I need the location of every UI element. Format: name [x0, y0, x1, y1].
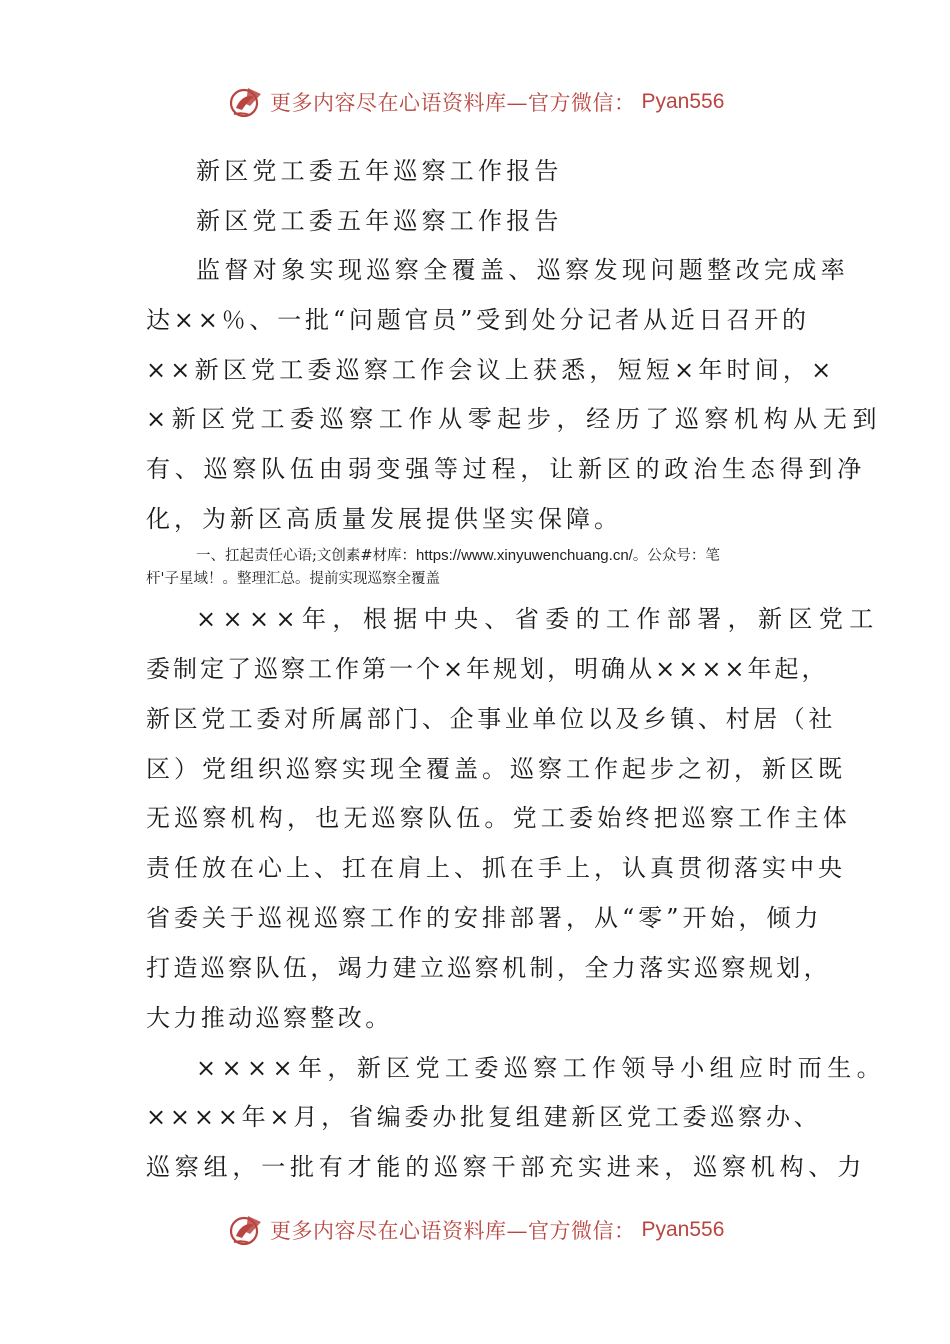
- note-prefix: 一、扛起责任心语;文创素#材库：: [196, 548, 417, 564]
- paragraph-line: ×新区党工委巡察工作从零起步，经历了巡察机构从无到: [146, 405, 883, 433]
- paragraph-line: 有、巡察队伍由弱变强等过程，让新区的政治生态得到净: [146, 455, 866, 483]
- paragraph-line: 区）党组织巡察实现全覆盖。巡察工作起步之初，新区既: [146, 755, 846, 783]
- paragraph-line: 省委关于巡视巡察工作的安排部署，从“零”开始，倾力: [146, 904, 823, 932]
- paragraph-line: ××××年，根据中央、省委的工作部署，新区党工: [196, 605, 880, 633]
- pen-logo-icon: [228, 84, 264, 120]
- watermark-text: 更多内容尽在心语资料库—官方微信：: [270, 1219, 636, 1243]
- watermark-banner-top: [228, 82, 748, 122]
- document-title-repeat: 新区党工委五年巡察工作报告: [196, 207, 563, 235]
- paragraph-line: 大力推动巡察整改。: [146, 1004, 393, 1032]
- document-title: 新区党工委五年巡察工作报告: [196, 157, 563, 185]
- pen-logo-icon: [228, 1212, 264, 1248]
- paragraph-line: 达××％、一批“问题官员”受到处分记者从近日召开的: [146, 306, 810, 334]
- paragraph-line: 化，为新区高质量发展提供坚实保障。: [146, 505, 622, 533]
- note-url: https://www.xinyuwenchuang.cn/: [416, 547, 633, 564]
- paragraph-line: ××新区党工委巡察工作会议上获悉，短短×年时间，×: [146, 356, 836, 384]
- paragraph-line: 巡察组，一批有才能的巡察干部充实进来，巡察机构、力: [146, 1153, 866, 1181]
- paragraph-line: 新区党工委对所属部门、企事业单位以及乡镇、村居（社: [146, 705, 836, 733]
- watermark-wechat-id: Pyan556: [641, 1218, 725, 1241]
- watermark-wechat-id: Pyan556: [641, 90, 725, 113]
- inserted-note-line: [196, 546, 720, 566]
- paragraph-line: 责任放在心上、扛在肩上、抓在手上，认真贯彻落实中央: [146, 854, 846, 882]
- paragraph-line: 委制定了巡察工作第一个×年规划，明确从××××年起，: [146, 655, 829, 683]
- watermark-banner-bottom: [228, 1210, 748, 1250]
- paragraph-line: 无巡察机构，也无巡察队伍。党工委始终把巡察工作主体: [146, 804, 851, 832]
- paragraph-line: 打造巡察队伍，竭力建立巡察机制，全力落实巡察规划，: [146, 954, 831, 982]
- inserted-note-line-2: 杆'子星域！。整理汇总。提前实现巡察全覆盖: [146, 571, 440, 587]
- note-suffix: 。公众号：笔: [632, 548, 720, 564]
- paragraph-line: ××××年×月，省编委办批复组建新区党工委巡察办、: [146, 1103, 822, 1131]
- paragraph-line: ××××年，新区党工委巡察工作领导小组应时而生。: [196, 1054, 887, 1082]
- paragraph-line: 监督对象实现巡察全覆盖、巡察发现问题整改完成率: [196, 256, 850, 284]
- watermark-text: 更多内容尽在心语资料库—官方微信：: [270, 91, 636, 115]
